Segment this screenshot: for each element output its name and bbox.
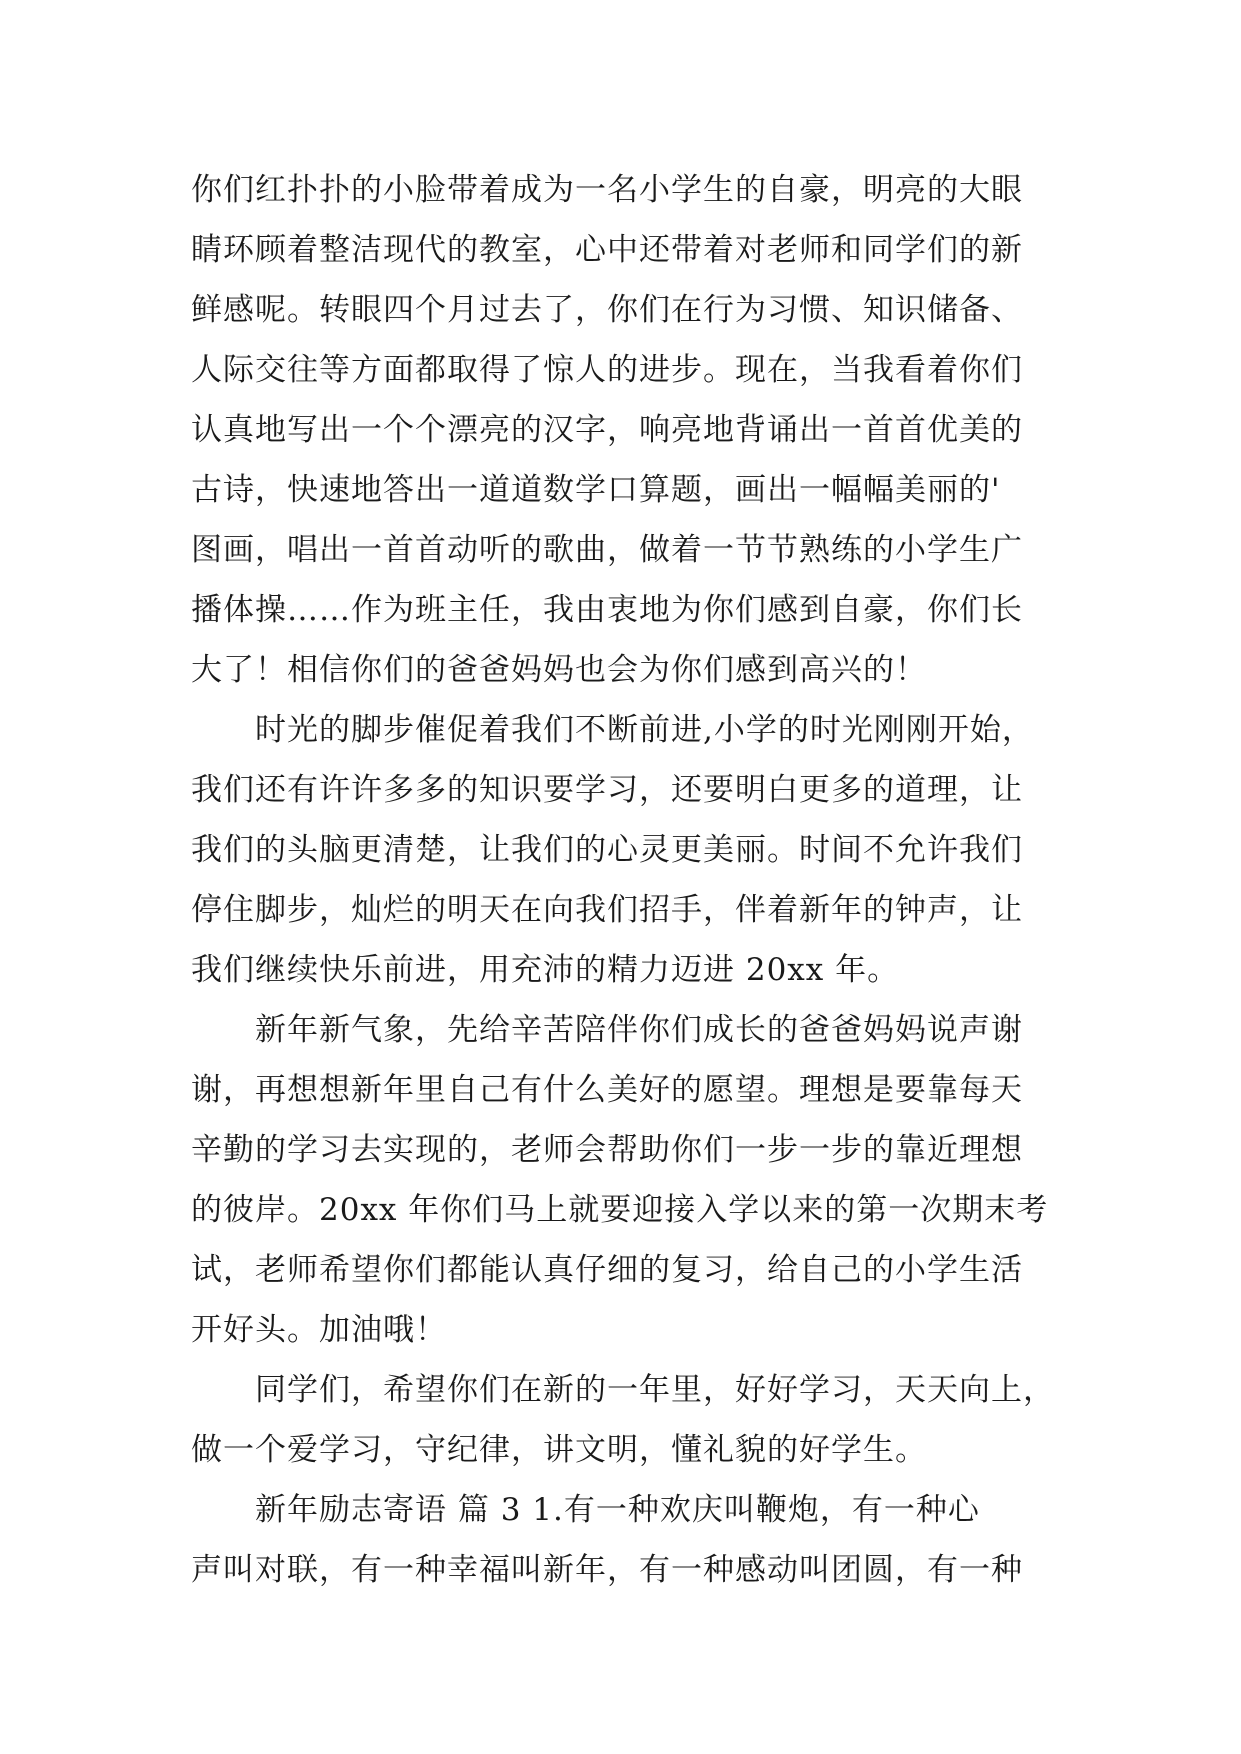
text-line: 认真地写出一个个漂亮的汉字，响亮地背诵出一首首优美的	[191, 412, 1023, 448]
text-line: 你们红扑扑的小脸带着成为一名小学生的自豪，明亮的大眼	[191, 172, 1023, 208]
text-line: 我们还有许许多多的知识要学习，还要明白更多的道理，让	[191, 772, 1023, 808]
text-line: 我们的头脑更清楚，让我们的心灵更美丽。时间不允许我们	[191, 832, 1023, 868]
text-line: 图画，唱出一首首动听的歌曲，做着一节节熟练的小学生广	[191, 532, 1023, 568]
text-line: 辛勤的学习去实现的，老师会帮助你们一步一步的靠近理想	[191, 1132, 1023, 1168]
text-line: 停住脚步，灿烂的明天在向我们招手，伴着新年的钟声，让	[191, 892, 1023, 928]
body-text	[191, 160, 1061, 1600]
text-line: 睛环顾着整洁现代的教室，心中还带着对老师和同学们的新	[191, 232, 1023, 268]
text-line: 声叫对联，有一种幸福叫新年，有一种感动叫团圆，有一种	[191, 1552, 1023, 1588]
text-line: 做一个爱学习，守纪律，讲文明，懂礼貌的好学生。	[191, 1432, 927, 1468]
text-line: 时光的脚步催促着我们不断前进,小学的时光刚刚开始，	[255, 712, 1034, 748]
text-line: 新年新气象，先给辛苦陪伴你们成长的爸爸妈妈说声谢	[255, 1012, 1023, 1048]
text-line: 同学们，希望你们在新的一年里，好好学习，天天向上，	[255, 1372, 1055, 1408]
text-line: 鲜感呢。转眼四个月过去了，你们在行为习惯、知识储备、	[191, 292, 1023, 328]
text-line: 播体操……作为班主任，我由衷地为你们感到自豪，你们长	[191, 592, 1023, 628]
text-line: 的彼岸。20xx 年你们马上就要迎接入学以来的第一次期末考	[191, 1192, 1049, 1228]
text-line: 试，老师希望你们都能认真仔细的复习，给自己的小学生活	[191, 1252, 1023, 1288]
text-line: 谢，再想想新年里自己有什么美好的愿望。理想是要靠每天	[191, 1072, 1023, 1108]
text-line: 大了！相信你们的爸爸妈妈也会为你们感到高兴的！	[191, 652, 927, 688]
text-line: 人际交往等方面都取得了惊人的进步。现在，当我看着你们	[191, 352, 1023, 388]
text-line: 新年励志寄语 篇 3 1.有一种欢庆叫鞭炮，有一种心	[255, 1492, 980, 1528]
text-line: 我们继续快乐前进，用充沛的精力迈进 20xx 年。	[191, 952, 900, 988]
text-line: 开好头。加油哦！	[191, 1312, 447, 1348]
text-line: 古诗，快速地答出一道道数学口算题，画出一幅幅美丽的'	[191, 472, 1001, 508]
